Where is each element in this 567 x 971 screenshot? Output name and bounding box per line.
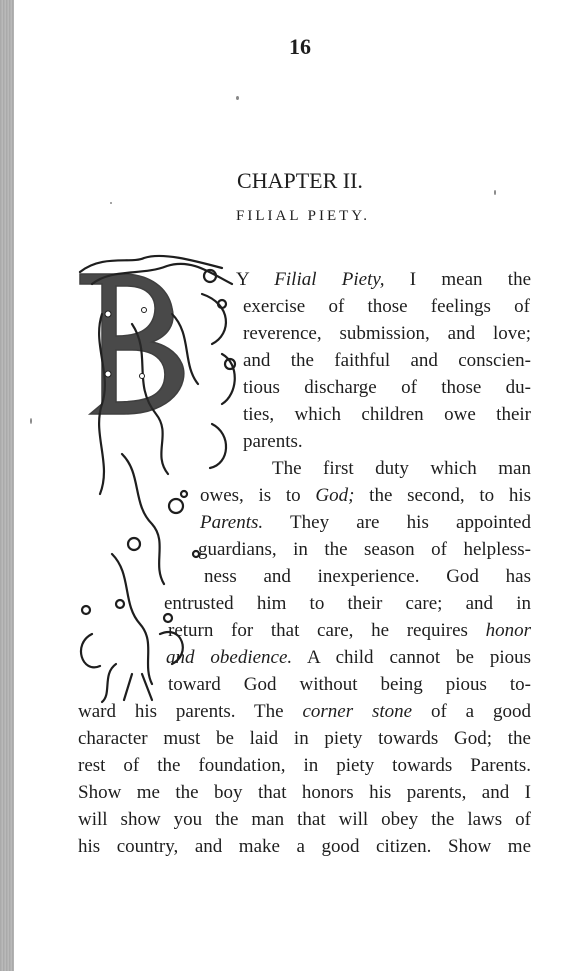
text-span: the second, to his <box>354 485 531 506</box>
text-span: guardians, in the season of helpless- <box>198 539 531 560</box>
italic-text: Parents. <box>200 512 264 533</box>
text-line <box>200 482 531 509</box>
text-line <box>78 725 531 752</box>
text-line <box>243 374 531 401</box>
text-line <box>200 509 531 536</box>
italic-text: Filial Piety, <box>274 269 385 290</box>
italic-text: God; <box>315 485 355 506</box>
text-line <box>78 806 531 833</box>
italic-text: corner stone <box>302 701 413 722</box>
text-line <box>166 644 531 671</box>
speck <box>236 96 239 100</box>
italic-text: and obedience. <box>166 647 293 668</box>
text-line <box>78 833 531 860</box>
text-line <box>243 320 531 347</box>
text-span: and the faithful and conscien- <box>243 350 531 371</box>
text-line <box>272 455 531 482</box>
text-span: owes, is to <box>200 485 316 506</box>
text-span: reverence, submission, and love; <box>243 323 531 344</box>
speck <box>494 190 496 195</box>
text-span: They are his appointed <box>263 512 531 533</box>
text-span: of a good <box>412 701 531 722</box>
text-span: tious discharge of those du- <box>243 377 531 398</box>
text-line <box>243 428 303 455</box>
text-span: I mean the <box>384 269 531 290</box>
page-number: 16 <box>289 34 311 59</box>
italic-text: honor <box>485 620 531 641</box>
text-span: his country, and make a good citizen. Show me <box>78 836 531 857</box>
chapter-subtitle: FILIAL PIETY. <box>236 208 370 224</box>
text-span: ness and inexperience. God has <box>204 566 531 587</box>
text-span: return for that care, he requires <box>168 620 486 641</box>
text-span: The first duty which man <box>272 458 531 479</box>
text-span: Show me the boy that honors his parents, and I <box>78 782 531 803</box>
text-span: A child cannot be pious <box>292 647 531 668</box>
text-line <box>78 752 531 779</box>
text-span: entrusted him to their care; and in <box>164 593 531 614</box>
text-span: ward his parents. The <box>78 701 303 722</box>
text-line <box>243 347 531 374</box>
speck <box>30 418 32 424</box>
text-line <box>168 617 531 644</box>
text-span: exercise of those feelings of <box>243 296 530 317</box>
text-line <box>236 266 531 293</box>
text-line <box>164 590 531 617</box>
chapter-title: CHAPTER II. <box>237 168 363 193</box>
text-span: ties, which children owe their <box>243 404 531 425</box>
text-line <box>78 698 531 725</box>
text-line <box>198 536 531 563</box>
text-span: parents. <box>243 431 303 452</box>
speck <box>110 202 112 204</box>
text-span: will show you the man that will obey the laws of <box>78 809 531 830</box>
text-line <box>168 671 531 698</box>
text-line <box>243 293 530 320</box>
text-line <box>204 563 531 590</box>
text-span: Y <box>236 269 275 290</box>
text-line <box>78 779 531 806</box>
text-span: toward God without being pious to- <box>168 674 531 695</box>
text-span: rest of the foundation, in piety towards Parents. <box>78 755 531 776</box>
book-page-edge <box>0 0 14 971</box>
text-span: character must be laid in piety towards God; the <box>78 728 531 749</box>
text-line <box>243 401 531 428</box>
